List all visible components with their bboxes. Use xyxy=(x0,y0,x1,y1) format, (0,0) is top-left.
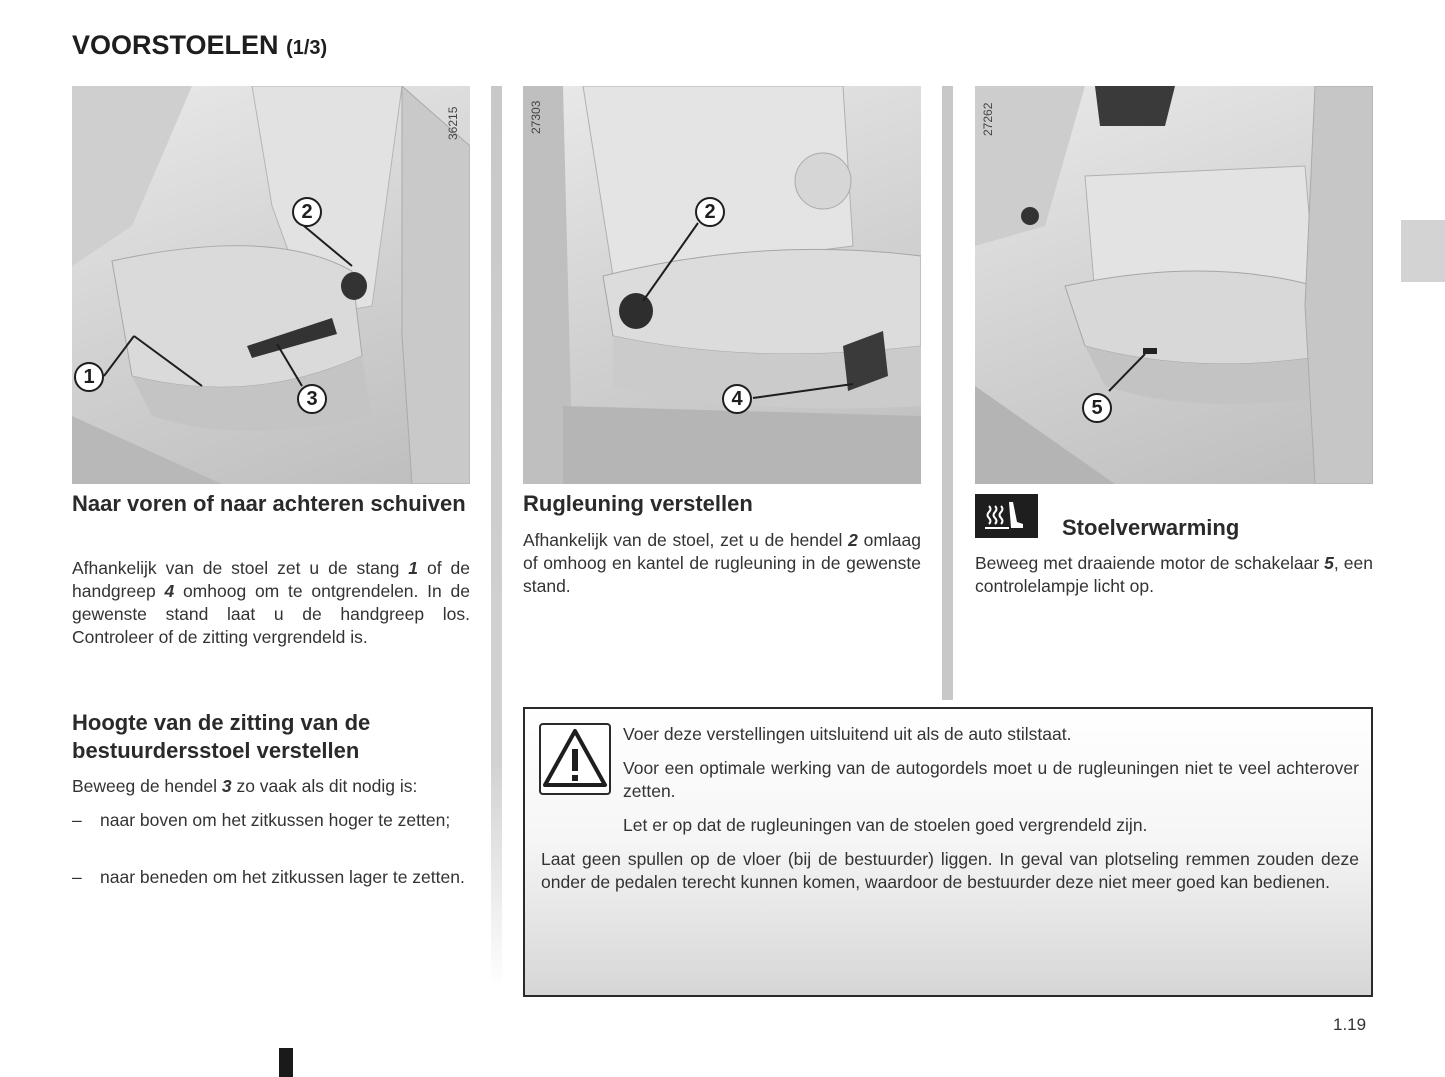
text-run: zo vaak als dit nodig is: xyxy=(231,776,418,796)
list-item xyxy=(72,809,470,832)
callout-2: 2 xyxy=(695,197,725,227)
seat-photo-3 xyxy=(975,86,1373,484)
section-heading-height: Hoogte van de zitting van de bestuurdersstoel verstellen xyxy=(72,710,371,763)
section-heading-slide: Naar voren of naar achteren schuiven xyxy=(72,491,466,516)
warning-text-1: Voer deze verstellingen uitsluitend uit als de auto stilstaat. xyxy=(623,724,1072,744)
ref-number: 3 xyxy=(221,776,232,796)
ref-number: 4 xyxy=(164,581,175,601)
warning-triangle-icon xyxy=(539,723,611,795)
page-title-text: VOORSTOELEN xyxy=(72,30,279,60)
print-mark xyxy=(279,1048,293,1077)
text-run: Beweeg met draaiende motor de schakelaar xyxy=(975,553,1325,573)
section-text-height xyxy=(72,775,470,798)
seat-photo-1 xyxy=(72,86,470,484)
text-run: omhoog om te ontgrendelen. In de gewenste stand laat u de handgreep los. Controleer of de zitting vergrendeld is. xyxy=(72,581,470,647)
ref-number: 2 xyxy=(848,530,858,550)
section-heading-backrest: Rugleuning verstellen xyxy=(523,491,753,516)
seat-illustration-3 xyxy=(975,86,1373,484)
column-divider-right xyxy=(942,86,953,700)
text-run: omlaag of omhoog en kantel de rugleuning in de gewenste stand. xyxy=(523,530,921,596)
list-dash: – xyxy=(72,810,82,830)
warning-box xyxy=(523,707,1373,997)
page-number: 1.19 xyxy=(1333,1015,1367,1034)
section-text-backrest xyxy=(523,529,921,598)
text-run: Afhankelijk van de stoel zet u de stang xyxy=(72,558,409,578)
column-divider-left xyxy=(491,86,502,990)
page-title-suffix: (1/3) xyxy=(286,37,328,59)
seat-heating-icon xyxy=(975,494,1038,538)
section-text-slide xyxy=(72,557,470,649)
list-item xyxy=(72,866,470,889)
callout-4: 4 xyxy=(722,384,752,414)
text-run: Beweeg de hendel xyxy=(72,776,222,796)
page-title xyxy=(72,30,327,61)
callout-2: 2 xyxy=(292,197,322,227)
list-item-text: naar beneden om het zitkussen lager te zetten. xyxy=(100,867,465,887)
seat-illustration-1 xyxy=(72,86,470,484)
text-run: , een controlelampje licht op. xyxy=(975,553,1373,596)
section-text-heating xyxy=(975,552,1373,598)
warning-text-2: Voor een optimale werking van de autogordels moet u de rugleuningen niet te veel achterover zetten. xyxy=(623,758,1359,801)
callout-3: 3 xyxy=(297,384,327,414)
warning-text-4: Laat geen spullen op de vloer (bij de bestuurder) liggen. In geval van plotseling remmen zouden deze onder de pedalen terecht kunnen komen, waardoor de bestuurder deze niet meer goed kan bedienen. xyxy=(541,849,1359,892)
callout-5: 5 xyxy=(1082,393,1112,423)
figure-code: 36215 xyxy=(446,106,460,140)
list-item-text: naar boven om het zitkussen hoger te zetten; xyxy=(100,810,451,830)
list-dash: – xyxy=(72,867,82,887)
callout-1: 1 xyxy=(74,362,104,392)
seat-illustration-2 xyxy=(523,86,921,484)
ref-number: 1 xyxy=(408,558,419,578)
chapter-tab xyxy=(1401,220,1445,282)
text-run: Afhankelijk van de stoel, zet u de hendel xyxy=(523,530,849,550)
seat-photo-2 xyxy=(523,86,921,484)
figure-code: 27262 xyxy=(981,102,995,136)
ref-number: 5 xyxy=(1324,553,1334,573)
figure-code: 27303 xyxy=(529,100,543,134)
section-heading-heating: Stoelverwarming xyxy=(1062,515,1240,540)
text-run: of de handgreep xyxy=(72,558,470,601)
warning-text-3: Let er op dat de rugleuningen van de stoelen goed vergrendeld zijn. xyxy=(623,815,1148,835)
